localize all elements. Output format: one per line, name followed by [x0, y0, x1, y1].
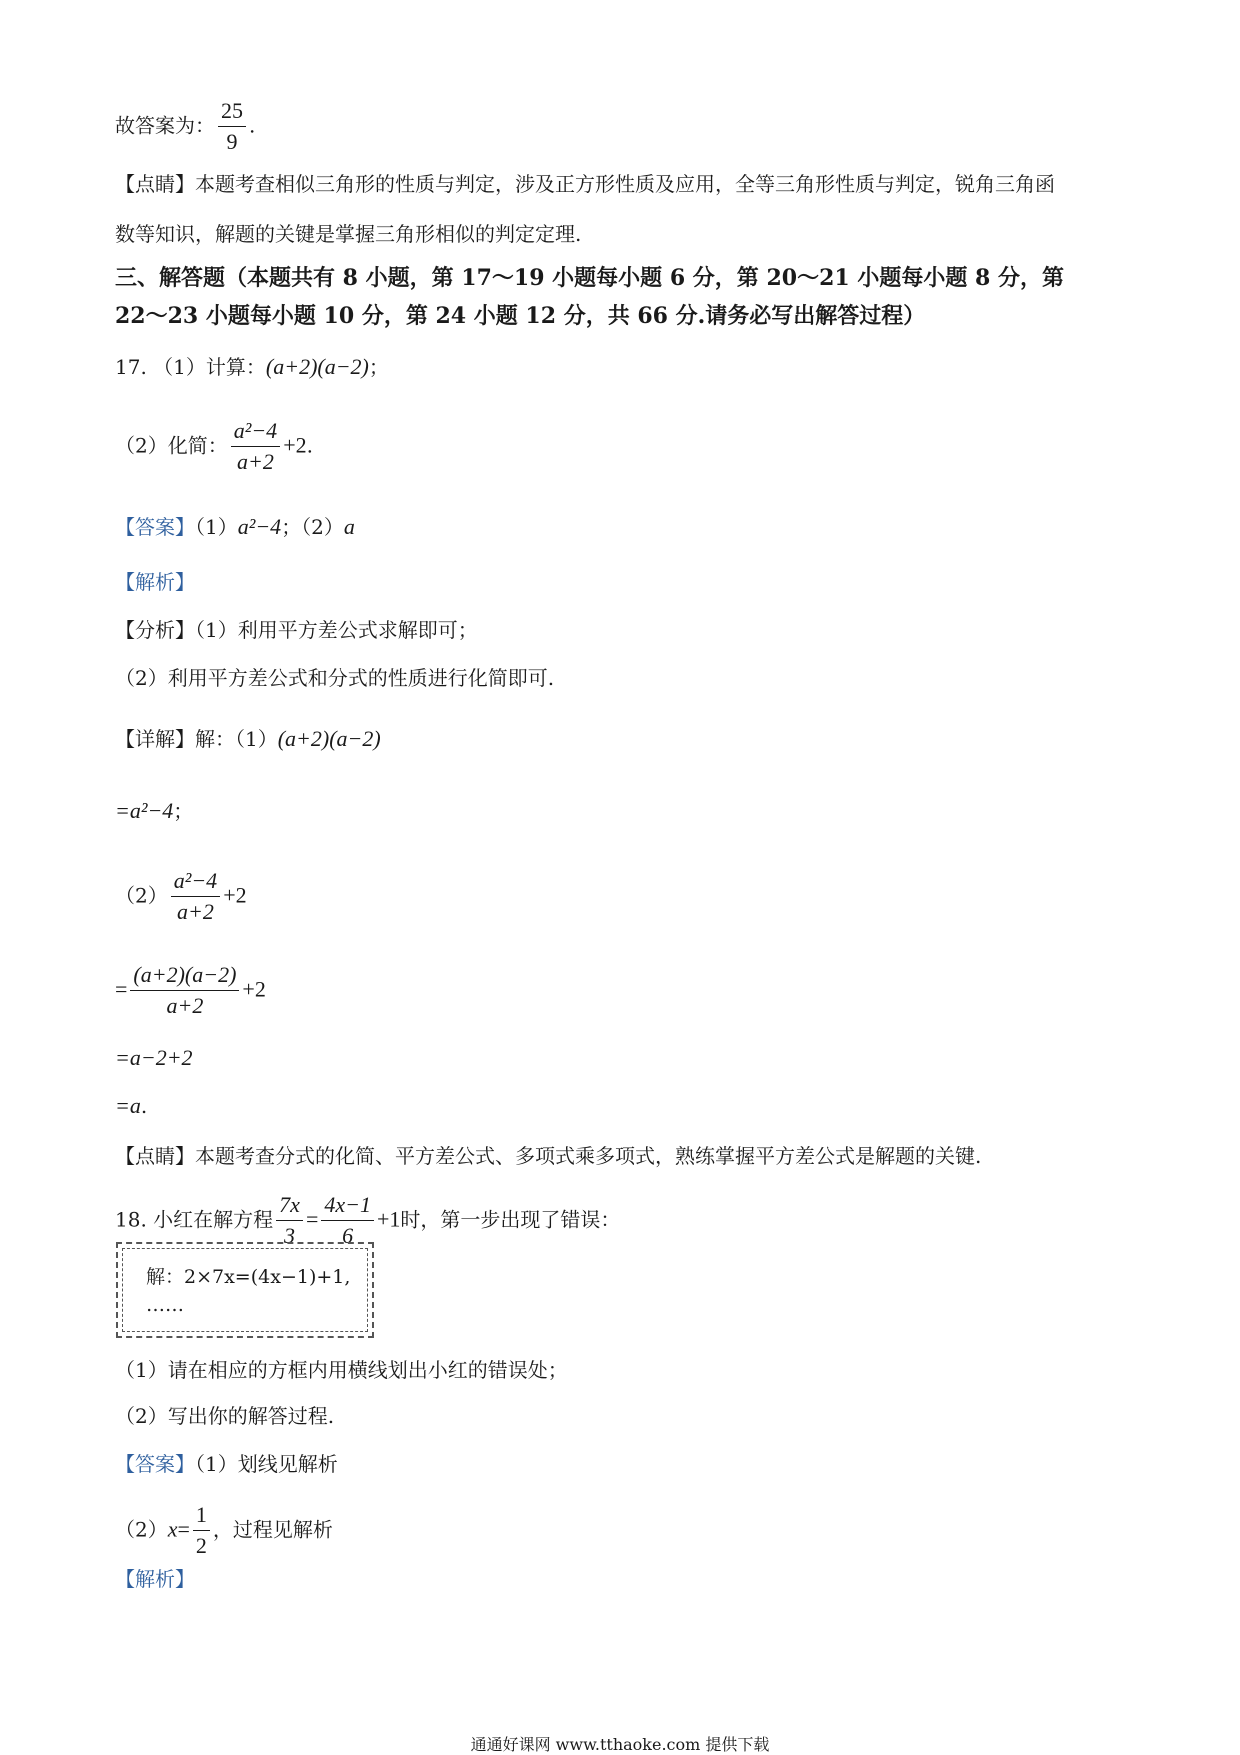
q17-step3: =a−2+2 — [115, 1045, 193, 1070]
section-heading-line2: 22～23 小题每小题 10 分，第 24 小题 12 分，共 66 分.请务必写出解答过程） — [115, 303, 926, 329]
box-line2: …… — [146, 1294, 184, 1316]
section-heading-line1: 三、解答题（本题共有 8 小题，第 17～19 小题每小题 6 分，第 20～21 小题每小题 8 分，第 — [115, 265, 1064, 291]
q17-detail: 【详解】解：（1）(a+2)(a−2) — [115, 726, 381, 751]
q17-step1: =a²−4； — [115, 798, 194, 823]
q17-answer: 【答案】（1）a²−4；（2）a — [115, 514, 355, 539]
q18-answer-fraction: $\frac{1}{2}$ — [193, 1502, 210, 1560]
q17-part2-work: （2） $\frac{\text{a²−4}}{a+2}$ +2 — [115, 868, 247, 925]
comment-16-line2: 数等知识，解题的关键是掌握三角形相似的判定定理. — [115, 222, 582, 246]
analysis-tag: 【解析】 — [115, 1567, 195, 1591]
q17-comment: 【点睛】本题考查分式的化简、平方差公式、多项式乘多项式，熟练掌握平方差公式是解题的关键. — [115, 1144, 982, 1168]
q17-step4: =a. — [115, 1093, 148, 1118]
q17-factored-fraction: $\frac{(a+2)(a-2)}{a+2}$ — [130, 962, 239, 1020]
q17-work-fraction: $\frac{\text{a²−4}}{a+2}$ — [171, 868, 220, 926]
q18-question: 18. 小红在解方程 $\frac{7x}{3}$ = $\frac{4x-1}{6}$ +1时，第一步出现了错误： — [115, 1192, 621, 1249]
analysis-tag: 【解析】 — [115, 570, 195, 594]
answer-tag: 【答案】 — [115, 1452, 195, 1476]
q18-lhs-fraction: $\frac{7x}{3}$ — [276, 1192, 303, 1250]
q18-rhs-fraction: $\frac{4x-1}{6}$ — [321, 1192, 374, 1250]
comment-16-line1: 【点睛】本题考查相似三角形的性质与判定，涉及正方形性质及应用，全等三角形性质与判定，锐角三角函 — [115, 172, 1055, 196]
q18-answer2: （2）x= $\frac{1}{2}$ ，过程见解析 — [115, 1502, 333, 1559]
answer-tag: 【答案】 — [115, 515, 195, 539]
q17-fenxi1: 【分析】（1）利用平方差公式求解即可； — [115, 618, 478, 642]
q17-step2: = $\frac{(a+2)(a-2)}{a+2}$ +2 — [115, 962, 266, 1019]
answer-fraction: $\frac{25}{9}$ — [218, 98, 246, 156]
q17-part1: 17. （1）计算：(a+2)(a−2)； — [115, 354, 389, 379]
q17-fenxi2: （2）利用平方差公式和分式的性质进行化简即可. — [115, 666, 555, 690]
box-line1: 解：2×7x=(4x−1)+1, — [146, 1266, 351, 1288]
q17-fraction: $\frac{\text{a²−4}}{a+2}$ — [231, 418, 280, 476]
q18-part2: （2）写出你的解答过程. — [115, 1404, 335, 1428]
q18-part1: （1）请在相应的方框内用横线划出小红的错误处； — [115, 1358, 568, 1382]
solution-box — [116, 1242, 374, 1338]
q17-part2: （2）化简： $\frac{\text{a²−4}}{a+2}$ +2. — [115, 418, 313, 475]
answer-line-16: 故答案为： $\frac{25}{9}$ . — [115, 98, 256, 155]
footer-text: 通通好课网 www.tthaoke.com 提供下载 — [470, 1735, 770, 1754]
q18-answer1: 【答案】（1）划线见解析 — [115, 1452, 338, 1476]
